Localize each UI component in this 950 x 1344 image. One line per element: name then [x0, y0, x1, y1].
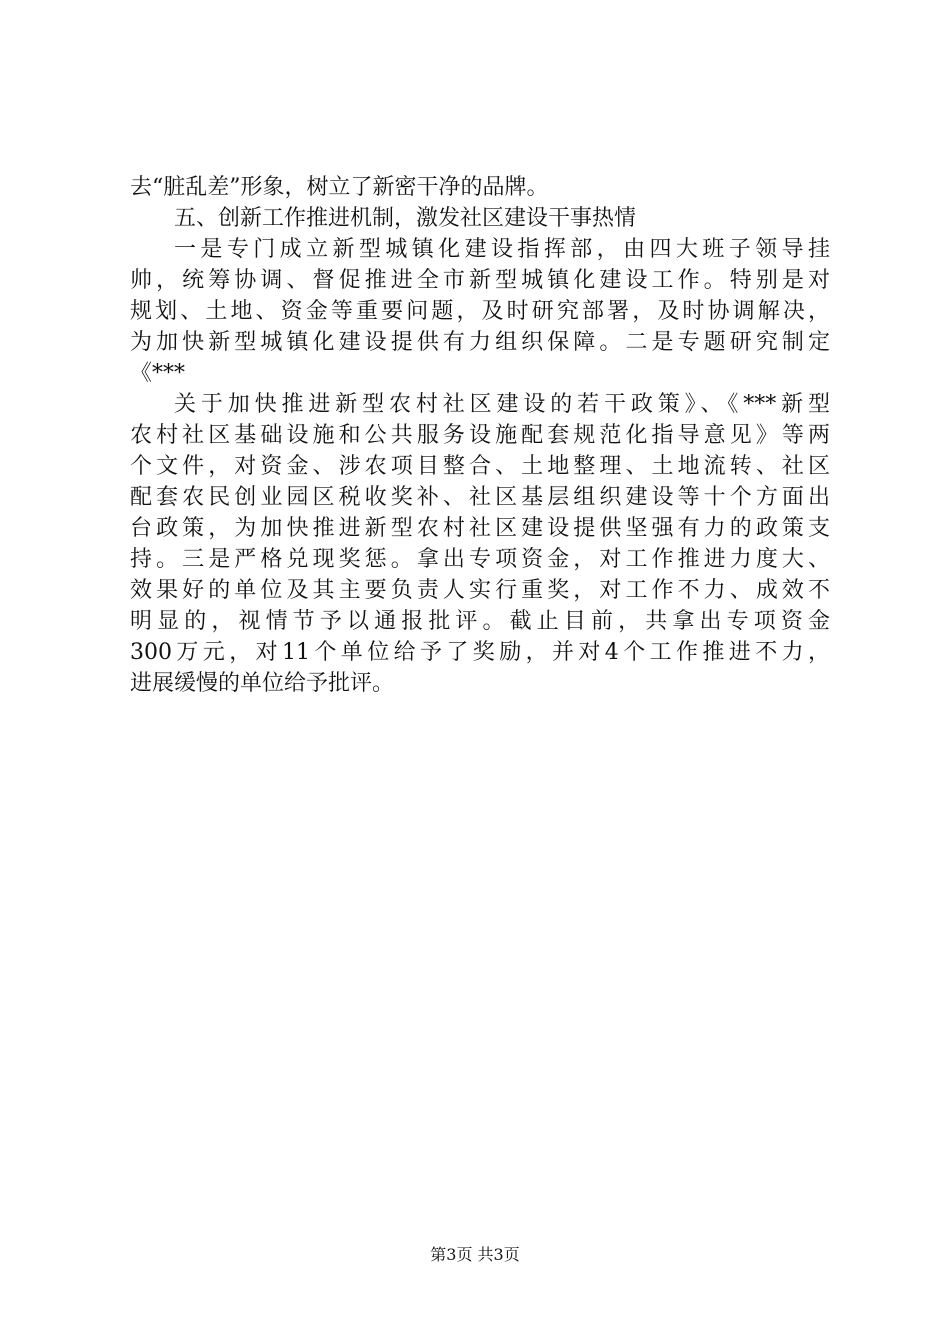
- document-body: [130, 172, 830, 699]
- paragraph-line: 台政策，为加快推进新型农村社区建设提供坚强有力的政策支: [130, 516, 830, 541]
- section-heading: 五、创新工作推进机制，激发社区建设干事热情: [174, 206, 637, 231]
- paragraph-line: 《***: [130, 361, 186, 386]
- paragraph-line: 一是专门成立新型城镇化建设指挥部，由四大班子领导挂: [174, 237, 830, 262]
- paragraph-line: 进展缓慢的单位给予批评。: [130, 671, 395, 696]
- paragraph-line: 明显的，视情节予以通报批评。截止目前，共拿出专项资金: [130, 609, 830, 634]
- paragraph-line: 持。三是严格兑现奖惩。拿出专项资金，对工作推进力度大、: [130, 547, 830, 572]
- paragraph-line: 关于加快推进新型农村社区建设的若干政策》、《***新型: [174, 392, 830, 417]
- paragraph-line: 去“脏乱差”形象，树立了新密干净的品牌。: [130, 175, 549, 200]
- paragraph-line: 为加快新型城镇化建设提供有力组织保障。二是专题研究制定: [130, 330, 830, 355]
- paragraph-line: 个文件，对资金、涉农项目整合、土地整理、土地流转、社区: [130, 454, 830, 479]
- paragraph-line: 农村社区基础设施和公共服务设施配套规范化指导意见》等两: [130, 423, 830, 448]
- paragraph-line: 帅，统筹协调、督促推进全市新型城镇化建设工作。特别是对: [130, 268, 830, 293]
- paragraph-line: 规划、土地、资金等重要问题，及时研究部署，及时协调解决，: [130, 299, 830, 324]
- paragraph-line: 300万元，对11个单位给予了奖励，并对4个工作推进不力，: [130, 640, 830, 665]
- paragraph-line: 效果好的单位及其主要负责人实行重奖，对工作不力、成效不: [130, 578, 830, 603]
- page-footer: [0, 1244, 950, 1266]
- paragraph-line: 配套农民创业园区税收奖补、社区基层组织建设等十个方面出: [130, 485, 830, 510]
- page-number-label: 第3页 共3页: [430, 1245, 520, 1264]
